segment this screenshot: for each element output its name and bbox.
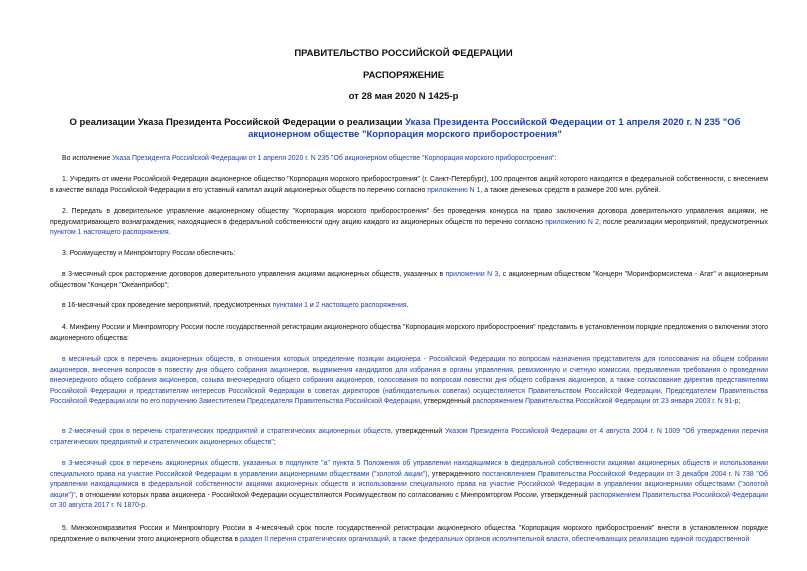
text-segment: в 3-месячный срок расторжение договоров доверительного управления акциями акционерных обществ, указанных в (62, 271, 446, 278)
document-type-heading: РАСПОРЯЖЕНИЕ (362, 70, 445, 81)
resolution-738-link[interactable]: постановлением Правительства Российской Федерации от 3 декабря 2004 г. N 738 "Об управлении находящимися в федеральной собственности акциями акционерных обществ и использовании специального права на участие Российской Федерации в управлении акционерными обществами ("золотой акции")" (50, 470, 768, 499)
document-date-number: от 28 мая 2020 N 1425-р (348, 91, 459, 102)
text-segment: Во исполнение (62, 155, 113, 162)
text-segment: в 16-месячный срок проведение мероприятий, предусмотренных (62, 302, 273, 309)
text-segment: 2. Передать в доверительное управление акционерному обществу "Корпорация морского приборостроения" без проведения конкурса на право заключения договора доверительного управления акциями, не предусматривающего вознаграждения, находящиеся в федеральной собственности одну акцию каждого из акционерных обществ по перечню согласно (50, 208, 768, 226)
appendix-2-link[interactable]: приложению N 2 (545, 218, 599, 226)
paragraph-3b (50, 301, 768, 312)
paragraph-5 (50, 524, 768, 545)
text-segment: , утвержденный (390, 428, 446, 435)
point-1-link[interactable]: пунктом 1 настоящего распоряжения (50, 229, 169, 237)
paragraph-4a (50, 355, 768, 408)
text-segment: , после реализации мероприятий, предусмотренных (598, 218, 768, 226)
paragraph-4b (50, 427, 768, 448)
text-segment: . (145, 502, 147, 510)
paragraph-4c (50, 459, 768, 512)
point-2-link[interactable]: 2 настоящего распоряжения (315, 302, 407, 309)
intro-decree-link[interactable]: Указа Президента Российской Федерации от 1 апреля 2020 г. N 235 "Об акционерном обществе "Корпорация морского приборостроения" (112, 155, 555, 162)
appendix-1-link[interactable]: приложению N 1 (427, 186, 481, 194)
golden-share-list-link[interactable]: в 3-месячный срок в перечень акционерных обществ, указанных в подпункте "а" пункта 5 Положения об управлении находящимися в федеральной собственности акциями акционерных обществ и использовании специального права на участие Российской Федерации в управлении акционерными обществами ("золотой акции") (50, 460, 768, 478)
government-heading: ПРАВИТЕЛЬСТВО РОССИЙСКОЙ ФЕДЕРАЦИИ (294, 48, 513, 59)
text-segment: : (554, 155, 557, 162)
paragraph-2 (50, 207, 768, 239)
text-segment: 1. Учредить от имени Российской Федерации акционерное общество "Корпорация морского приборостроения" (г. Санкт-Петербург), 100 процентов акций которого находится в федеральной собственности, с внесением в качестве вклада Российской Федерации в его уставный капитал акций акционерных обществ по перечню согласно (50, 176, 768, 194)
title-decree-link[interactable]: Указа Президента Российской Федерации от 1 апреля 2020 г. N 235 "Об акционерном обществе "Корпорация морского приборостроения" (248, 117, 741, 140)
text-segment: , в отношении которых права акционера - Российской Федерации осуществляются Росимуществом по согласованию с Минпромторгом России, утвержденный (75, 491, 590, 499)
strategic-list-link[interactable]: в 2-месячный срок в перечень стратегических предприятий и стратегических акционерных обществ (62, 428, 391, 435)
points-1-link[interactable]: пунктами 1 (272, 302, 308, 309)
title-text: О реализации Указа Президента Российской Федерации о реализации (69, 117, 406, 128)
paragraph-intro (50, 154, 768, 165)
text-segment: . (168, 229, 171, 237)
decree-1009-link[interactable]: Указом Президента Российской Федерации от 4 августа 2004 г. N 1009 "Об утверждении перечня стратегических предприятий и стратегических акционерных обществ" (50, 428, 768, 446)
paragraph-3 (50, 249, 768, 260)
text-segment: , а также денежных средств в размере 200 млн. рублей. (480, 186, 661, 194)
text-segment: и (307, 302, 316, 309)
text-segment: , утвержденного (427, 470, 483, 478)
paragraph-4 (50, 323, 768, 344)
paragraph-3a (50, 270, 768, 291)
text-segment: 5. Минэкономразвития России и Минпромторгу России в 4-месячный срок после государственной регистрации акционерного общества "Корпорация морского приборостроения" внести в установленном порядке предложение о включении этого акционерного общества в (50, 525, 768, 543)
order-1870r-link[interactable]: распоряжением Правительства Российской Федерации от 30 августа 2017 г. N 1870-р (50, 491, 768, 510)
document-title (50, 117, 760, 141)
text-segment: ; (738, 398, 741, 406)
joint-stock-list-link[interactable]: в месячный срок в перечень акционерных обществ, в отношении которых определение позиции акционера - Российской Федерации по вопросам назначения представителя для голосования на общем собрании акционеров, внесения вопросов в повестку дня общего собрания акционеров, выдвижения кандидатов для избрания в органы управления, ревизионную и счетную комиссии, предъявления требования о проведении внеочередного общего собрания акционеров, созыва внеочередного общего собрания акционеров, голосования по вопросам повестки дня общего собрания акционеров, а также согласование директив представителям Российской Федерации и представителям интересов Российской Федерации в советах директоров (наблюдательных советах) осуществляется Правительством Российской Федерации, Председателем Правительства Российской Федерации или по его поручению Заместителем Председателя Правительства Российской Федерации (50, 356, 768, 406)
appendix-3-link[interactable]: приложении N 3 (445, 271, 499, 278)
text-segment: 4. Минфину России и Минпромторгу России после государственной регистрации акционерного общества "Корпорация морского приборостроения" представить в установленном порядке предложения о включении этого акционерного общества: (50, 324, 768, 342)
text-segment: . (406, 302, 409, 309)
strategic-organizations-link[interactable]: раздел II перечня стратегических организаций, а также федеральных органов исполнительной власти, обеспечивающих реализацию единой государственной (240, 535, 750, 543)
text-segment: , утвержденный (419, 398, 473, 406)
paragraph-1 (50, 175, 768, 196)
text-segment: 3. Росимуществу и Минпромторгу России обеспечить: (62, 250, 236, 257)
order-91r-link[interactable]: распоряжением Правительства Российской Федерации от 23 января 2003 г. N 91-р (472, 398, 739, 406)
text-segment: , с акционерным обществом "Концерн "Моринформсистема - Агат" и акционерным обществом "Концерн "Океанприбор"; (50, 271, 768, 289)
text-segment: ; (273, 438, 276, 446)
